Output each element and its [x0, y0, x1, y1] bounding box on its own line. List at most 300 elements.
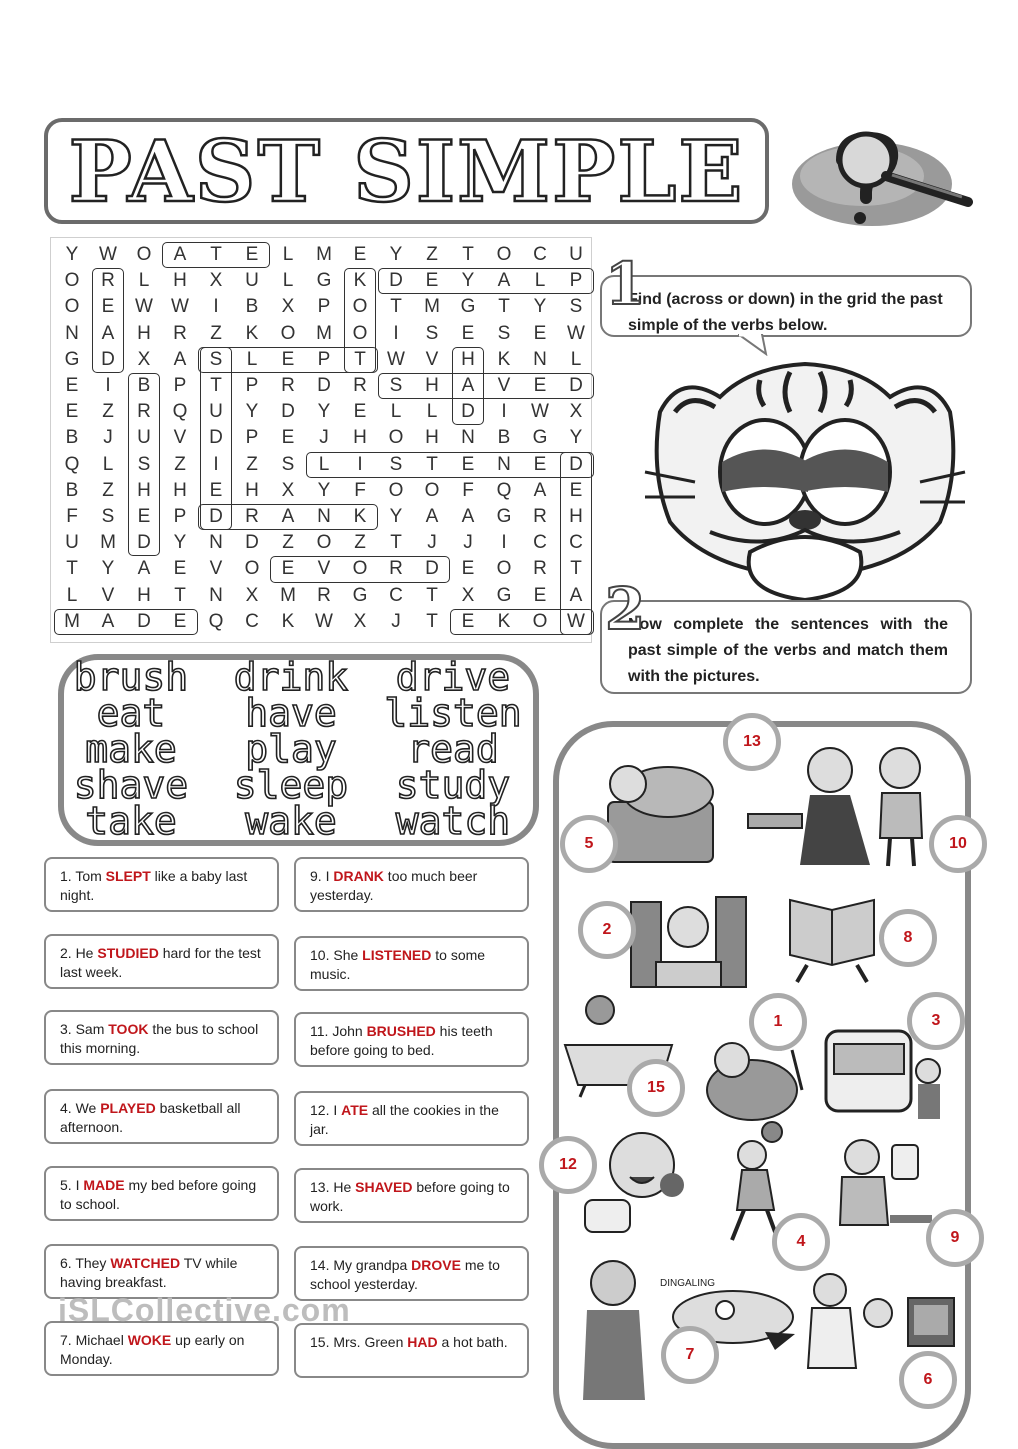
- sentence-text: 5. I: [60, 1177, 84, 1193]
- grid-letter: U: [245, 270, 259, 292]
- grid-letter: A: [281, 506, 295, 527]
- grid-letter: P: [317, 348, 331, 370]
- grid-letter: K: [353, 270, 367, 292]
- grid-letter: W: [315, 610, 333, 632]
- grid-letter: P: [569, 270, 583, 292]
- instruction-2-number: 2: [605, 575, 646, 643]
- sentence-text: the bus to school this morning.: [60, 1021, 259, 1056]
- grid-letter: E: [533, 375, 547, 396]
- grid-letter: O: [424, 479, 440, 501]
- found-word-box: [378, 268, 594, 294]
- grid-letter: O: [496, 244, 512, 265]
- grid-letter: O: [352, 296, 368, 318]
- sentence-answer: TOOK: [108, 1021, 149, 1037]
- grid-letter: E: [533, 453, 547, 475]
- found-word-box: [128, 373, 160, 556]
- instruction-1-text: Find (across or down) in the grid the past simple of the verbs below.: [628, 291, 943, 334]
- sentence-text: 14. My grandpa: [310, 1257, 412, 1273]
- sentence-item: [294, 1091, 529, 1146]
- grid-letter: A: [137, 558, 151, 580]
- grid-letter: T: [210, 375, 222, 396]
- grid-letter: C: [389, 584, 403, 606]
- grid-letter: E: [461, 558, 475, 580]
- sentence-answer: BRUSHED: [366, 1023, 436, 1039]
- grid-letter: M: [100, 532, 116, 554]
- grid-letter: U: [209, 401, 223, 423]
- grid-letter: G: [64, 348, 80, 370]
- sentence-text: 12. I: [310, 1102, 342, 1118]
- grid-letter: H: [137, 479, 151, 501]
- grid-letter: A: [173, 348, 187, 370]
- grid-letter: E: [281, 348, 295, 370]
- sentence-text: all the cookies in the jar.: [310, 1102, 499, 1137]
- picture-number-badge: 13: [723, 713, 781, 771]
- grid-letter: H: [173, 270, 187, 292]
- sentence-text: TV while having breakfast.: [60, 1255, 238, 1290]
- reading-book-picture: [782, 880, 882, 985]
- grid-letter: O: [352, 322, 368, 344]
- instruction-2-text: Now complete the sentences with the past simple of the verbs and match them with the pictures.: [628, 616, 948, 685]
- grid-letter: R: [533, 506, 547, 527]
- grid-letter: M: [424, 296, 440, 318]
- verb-word: study: [395, 763, 511, 807]
- grid-letter: L: [282, 270, 294, 292]
- grid-letter: L: [534, 270, 546, 292]
- grid-letter: E: [569, 479, 583, 501]
- verb-word: shave: [73, 763, 189, 807]
- grid-letter: L: [318, 453, 330, 475]
- grid-letter: R: [137, 401, 151, 423]
- grid-letter: T: [390, 296, 402, 318]
- grid-letter: Y: [101, 558, 115, 580]
- grid-letter: Z: [174, 453, 186, 475]
- sentence-text: 1. Tom: [60, 868, 106, 884]
- grid-letter: E: [173, 610, 187, 632]
- verb-word: drink: [233, 655, 349, 699]
- grid-letter: S: [209, 348, 223, 370]
- grid-letter: D: [209, 427, 223, 449]
- grid-letter: W: [567, 322, 585, 344]
- sentence-answer: MADE: [83, 1177, 125, 1193]
- grid-letter: X: [281, 296, 295, 318]
- instruction-1-bubble: [600, 275, 972, 337]
- sentence-text: his teeth before going to bed.: [310, 1023, 493, 1058]
- grid-letter: D: [209, 506, 223, 527]
- sentence-text: up early on Monday.: [60, 1332, 245, 1367]
- grid-letter: Y: [317, 401, 331, 423]
- grid-letter: Z: [354, 532, 366, 554]
- grid-letter: E: [137, 506, 151, 527]
- grid-letter: D: [137, 610, 151, 632]
- grid-letter: J: [319, 427, 329, 449]
- grid-letter: I: [213, 296, 219, 318]
- grid-letter: A: [425, 506, 439, 527]
- grid-letter: R: [533, 558, 547, 580]
- grid-letter: F: [354, 479, 366, 501]
- page-title: PAST SIMPLE: [68, 121, 745, 221]
- verb-word: drive: [395, 655, 511, 699]
- grid-letter: D: [245, 532, 259, 554]
- sentence-answer: SLEPT: [105, 868, 151, 884]
- grid-letter: N: [65, 322, 79, 344]
- grid-letter: S: [389, 453, 403, 475]
- grid-letter: H: [569, 506, 583, 527]
- picture-number-badge: 8: [879, 909, 937, 967]
- picture-number-badge: 7: [661, 1326, 719, 1384]
- picture-number-badge: 3: [907, 992, 965, 1050]
- grid-letter: M: [316, 322, 332, 344]
- grid-letter: X: [137, 348, 151, 370]
- grid-letter: N: [317, 506, 331, 527]
- eating-cookies-picture: [580, 1125, 690, 1235]
- verb-word: take: [85, 799, 177, 843]
- grid-letter: K: [497, 348, 511, 370]
- grid-letter: E: [101, 296, 115, 318]
- grid-letter: B: [137, 375, 151, 396]
- grid-letter: E: [461, 322, 475, 344]
- sentence-item: [294, 1012, 529, 1067]
- grid-letter: O: [388, 427, 404, 449]
- grid-letter: H: [425, 375, 439, 396]
- sentence-item: [294, 857, 529, 912]
- sentence-answer: WOKE: [127, 1332, 172, 1348]
- grid-letter: Z: [210, 322, 222, 344]
- verb-word: sleep: [233, 763, 349, 807]
- sentence-item: [294, 936, 529, 991]
- grid-letter: L: [138, 270, 150, 292]
- sentence-item: [44, 1010, 279, 1065]
- grid-letter: Y: [461, 270, 475, 292]
- grid-letter: Z: [102, 401, 114, 423]
- grid-letter: I: [393, 322, 399, 344]
- verb-word: play: [245, 727, 337, 771]
- grid-letter: O: [388, 479, 404, 501]
- grid-letter: A: [461, 375, 475, 396]
- grid-letter: X: [461, 584, 475, 606]
- sentence-answer: SHAVED: [355, 1179, 413, 1195]
- grid-letter: K: [497, 610, 511, 632]
- found-word-box: [450, 609, 594, 635]
- grid-letter: F: [462, 479, 474, 501]
- grid-letter: N: [209, 584, 223, 606]
- sentence-text: 7. Michael: [60, 1332, 128, 1348]
- grid-letter: D: [569, 453, 583, 475]
- verb-word: listen: [384, 691, 522, 735]
- grid-letter: G: [532, 427, 548, 449]
- grid-letter: X: [281, 479, 295, 501]
- grid-letter: N: [461, 427, 475, 449]
- grid-letter: G: [460, 296, 476, 318]
- grid-letter: M: [280, 584, 296, 606]
- grid-letter: M: [64, 610, 80, 632]
- grid-letter: W: [387, 348, 405, 370]
- grid-letter: W: [567, 610, 585, 632]
- found-word-box: [306, 452, 594, 478]
- grid-letter: I: [213, 453, 219, 475]
- grid-letter: Y: [389, 244, 403, 265]
- sentence-text: before going to work.: [310, 1179, 510, 1214]
- grid-letter: P: [173, 506, 187, 527]
- grid-letter: Z: [246, 453, 258, 475]
- grid-letter: H: [245, 479, 259, 501]
- grid-letter: K: [353, 506, 367, 527]
- grid-letter: O: [352, 558, 368, 580]
- sentence-item: [294, 1168, 529, 1223]
- sentence-text: basketball all afternoon.: [60, 1100, 241, 1135]
- picture-number-badge: 15: [627, 1059, 685, 1117]
- grid-letter: S: [569, 296, 583, 318]
- found-word-box: [162, 242, 270, 268]
- grid-letter: B: [245, 296, 259, 318]
- found-word-box: [92, 268, 124, 373]
- grid-letter: Y: [65, 244, 79, 265]
- grid-letter: D: [461, 401, 475, 423]
- grid-letter: I: [357, 453, 363, 475]
- grid-letter: A: [497, 270, 511, 292]
- shaving-picture: [575, 1255, 655, 1405]
- grid-letter: E: [461, 453, 475, 475]
- sentence-text: 13. He: [310, 1179, 356, 1195]
- picture-number-badge: 12: [539, 1136, 597, 1194]
- found-word-box: [200, 347, 232, 530]
- grid-letter: W: [99, 244, 117, 265]
- sentence-text: 3. Sam: [60, 1021, 109, 1037]
- sentence-text: 4. We: [60, 1100, 101, 1116]
- grid-letter: T: [390, 532, 402, 554]
- grid-letter: L: [426, 401, 438, 423]
- sentence-text: to some music.: [310, 947, 486, 982]
- sentence-answer: ATE: [341, 1102, 369, 1118]
- grid-letter: D: [137, 532, 151, 554]
- grid-letter: Y: [389, 506, 403, 527]
- grid-letter: C: [533, 244, 547, 265]
- grid-letter: A: [101, 322, 115, 344]
- drinking-beer-picture: [822, 1135, 937, 1243]
- grid-letter: V: [497, 375, 511, 396]
- sentence-item: [44, 1166, 279, 1221]
- sentence-text: like a baby last night.: [60, 868, 248, 903]
- grid-letter: T: [354, 348, 366, 370]
- grid-letter: L: [390, 401, 402, 423]
- verb-word: watch: [395, 799, 511, 843]
- grid-letter: P: [245, 427, 259, 449]
- grid-letter: E: [353, 401, 367, 423]
- sentence-text: hard for the test last week.: [60, 945, 261, 980]
- grid-letter: P: [317, 296, 331, 318]
- grid-letter: O: [532, 610, 548, 632]
- grid-letter: E: [65, 375, 79, 396]
- grid-letter: D: [317, 375, 331, 396]
- picture-number-badge: 2: [578, 901, 636, 959]
- grid-letter: T: [66, 558, 78, 580]
- grid-letter: X: [569, 401, 583, 423]
- grid-letter: L: [570, 348, 582, 370]
- sentence-answer: WATCHED: [110, 1255, 181, 1271]
- grid-letter: B: [65, 427, 79, 449]
- grid-letter: X: [209, 270, 223, 292]
- sentence-text: my bed before going to school.: [60, 1177, 257, 1212]
- grid-letter: G: [316, 270, 332, 292]
- grid-letter: S: [497, 322, 511, 344]
- verb-word: wake: [245, 799, 337, 843]
- grid-letter: E: [425, 270, 439, 292]
- picture-number-badge: 4: [772, 1213, 830, 1271]
- sentence-text: 15. Mrs. Green: [310, 1334, 408, 1350]
- grid-letter: S: [281, 453, 295, 475]
- sentence-answer: LISTENED: [362, 947, 432, 963]
- grid-letter: E: [209, 479, 223, 501]
- grid-letter: X: [245, 584, 259, 606]
- verb-word: eat: [96, 691, 166, 735]
- grid-letter: O: [244, 558, 260, 580]
- grid-letter: Q: [64, 453, 80, 475]
- grid-letter: U: [65, 532, 79, 554]
- grid-letter: S: [137, 453, 151, 475]
- garfield-illustration: [640, 352, 970, 602]
- grid-letter: A: [101, 610, 115, 632]
- sentence-text: a hot bath.: [437, 1334, 508, 1350]
- found-word-box: [54, 609, 198, 635]
- grid-letter: Z: [426, 244, 438, 265]
- grid-letter: R: [317, 584, 331, 606]
- sentence-answer: DROVE: [411, 1257, 461, 1273]
- grid-letter: J: [103, 427, 113, 449]
- grid-letter: R: [281, 375, 295, 396]
- grid-letter: A: [533, 479, 547, 501]
- grid-letter: O: [316, 532, 332, 554]
- grid-letter: S: [101, 506, 115, 527]
- grid-letter: T: [426, 584, 438, 606]
- grid-letter: I: [501, 532, 507, 554]
- sentence-text: 10. She: [310, 947, 363, 963]
- grid-letter: A: [461, 506, 475, 527]
- grid-letter: H: [461, 348, 475, 370]
- grid-letter: T: [462, 244, 474, 265]
- grid-letter: E: [461, 610, 475, 632]
- grid-letter: E: [281, 427, 295, 449]
- grid-letter: D: [569, 375, 583, 396]
- grid-letter: P: [245, 375, 259, 396]
- found-word-box: [560, 452, 592, 635]
- grid-letter: D: [101, 348, 115, 370]
- grid-letter: H: [425, 427, 439, 449]
- grid-letter: H: [137, 584, 151, 606]
- grid-letter: H: [137, 322, 151, 344]
- grid-letter: T: [174, 584, 186, 606]
- studying-books-picture: [626, 882, 751, 992]
- grid-letter: J: [391, 610, 401, 632]
- grid-letter: P: [173, 375, 187, 396]
- verb-word: read: [407, 727, 499, 771]
- grid-letter: X: [353, 610, 367, 632]
- grid-letter: R: [389, 558, 403, 580]
- grid-letter: Y: [245, 401, 259, 423]
- sentence-item: [44, 1321, 279, 1376]
- grid-letter: H: [353, 427, 367, 449]
- sentence-text: 9. I: [310, 868, 334, 884]
- sentence-answer: HAD: [407, 1334, 438, 1350]
- sentence-answer: STUDIED: [97, 945, 159, 961]
- sentence-answer: DRANK: [333, 868, 384, 884]
- instruction-1-number: 1: [605, 250, 646, 318]
- grid-letter: U: [569, 244, 583, 265]
- sentence-answer: PLAYED: [100, 1100, 156, 1116]
- grid-letter: T: [210, 244, 222, 265]
- grid-letter: I: [501, 401, 507, 423]
- magnifier-question-icon: [782, 120, 982, 232]
- grid-letter: Y: [569, 427, 583, 449]
- grid-letter: E: [281, 558, 295, 580]
- sentence-text: 2. He: [60, 945, 98, 961]
- grid-letter: Q: [172, 401, 188, 423]
- grid-letter: C: [569, 532, 583, 554]
- sentence-item: [44, 857, 279, 912]
- grid-letter: Z: [102, 479, 114, 501]
- grid-letter: V: [317, 558, 331, 580]
- verb-word: have: [245, 691, 337, 735]
- grid-letter: R: [245, 506, 259, 527]
- sentence-item: [294, 1323, 529, 1378]
- grid-letter: M: [316, 244, 332, 265]
- grid-letter: K: [245, 322, 259, 344]
- grid-letter: B: [497, 427, 511, 449]
- grid-letter: Q: [496, 479, 512, 501]
- grid-letter: W: [531, 401, 549, 423]
- grid-letter: R: [101, 270, 115, 292]
- grid-letter: V: [173, 427, 187, 449]
- grid-letter: V: [209, 558, 223, 580]
- picture-number-badge: 6: [899, 1351, 957, 1409]
- grid-letter: O: [496, 558, 512, 580]
- grid-letter: W: [171, 296, 189, 318]
- word-search-grid: [50, 237, 592, 643]
- grid-letter: T: [426, 610, 438, 632]
- grid-letter: Y: [173, 532, 187, 554]
- grid-letter: F: [66, 506, 78, 527]
- grid-letter: E: [353, 244, 367, 265]
- grid-letter: W: [135, 296, 153, 318]
- grid-letter: Z: [282, 532, 294, 554]
- grid-letter: G: [496, 506, 512, 527]
- grid-letter: L: [282, 244, 294, 265]
- grid-letter: U: [137, 427, 151, 449]
- sentence-text: 11. John: [310, 1023, 367, 1039]
- grid-letter: E: [245, 244, 259, 265]
- grid-letter: D: [425, 558, 439, 580]
- grid-letter: N: [497, 453, 511, 475]
- grid-letter: J: [427, 532, 437, 554]
- grid-letter: O: [64, 270, 80, 292]
- sentence-item: [44, 934, 279, 989]
- grid-letter: L: [246, 348, 258, 370]
- watermark: iSLCollective.com: [58, 1292, 351, 1328]
- found-word-box: [270, 556, 450, 582]
- sentence-text: me to school yesterday.: [310, 1257, 500, 1292]
- found-word-box: [378, 373, 594, 399]
- grid-letter: V: [101, 584, 115, 606]
- grid-letter: O: [280, 322, 296, 344]
- grid-letter: S: [389, 375, 403, 396]
- grid-letter: J: [463, 532, 473, 554]
- picture-number-badge: 5: [560, 815, 618, 873]
- grid-letter: N: [533, 348, 547, 370]
- grid-letter: O: [64, 296, 80, 318]
- grid-letter: S: [425, 322, 439, 344]
- picture-number-badge: 9: [926, 1209, 984, 1267]
- picture-number-badge: 1: [749, 993, 807, 1051]
- grid-letter: Y: [317, 479, 331, 501]
- grid-letter: O: [136, 244, 152, 265]
